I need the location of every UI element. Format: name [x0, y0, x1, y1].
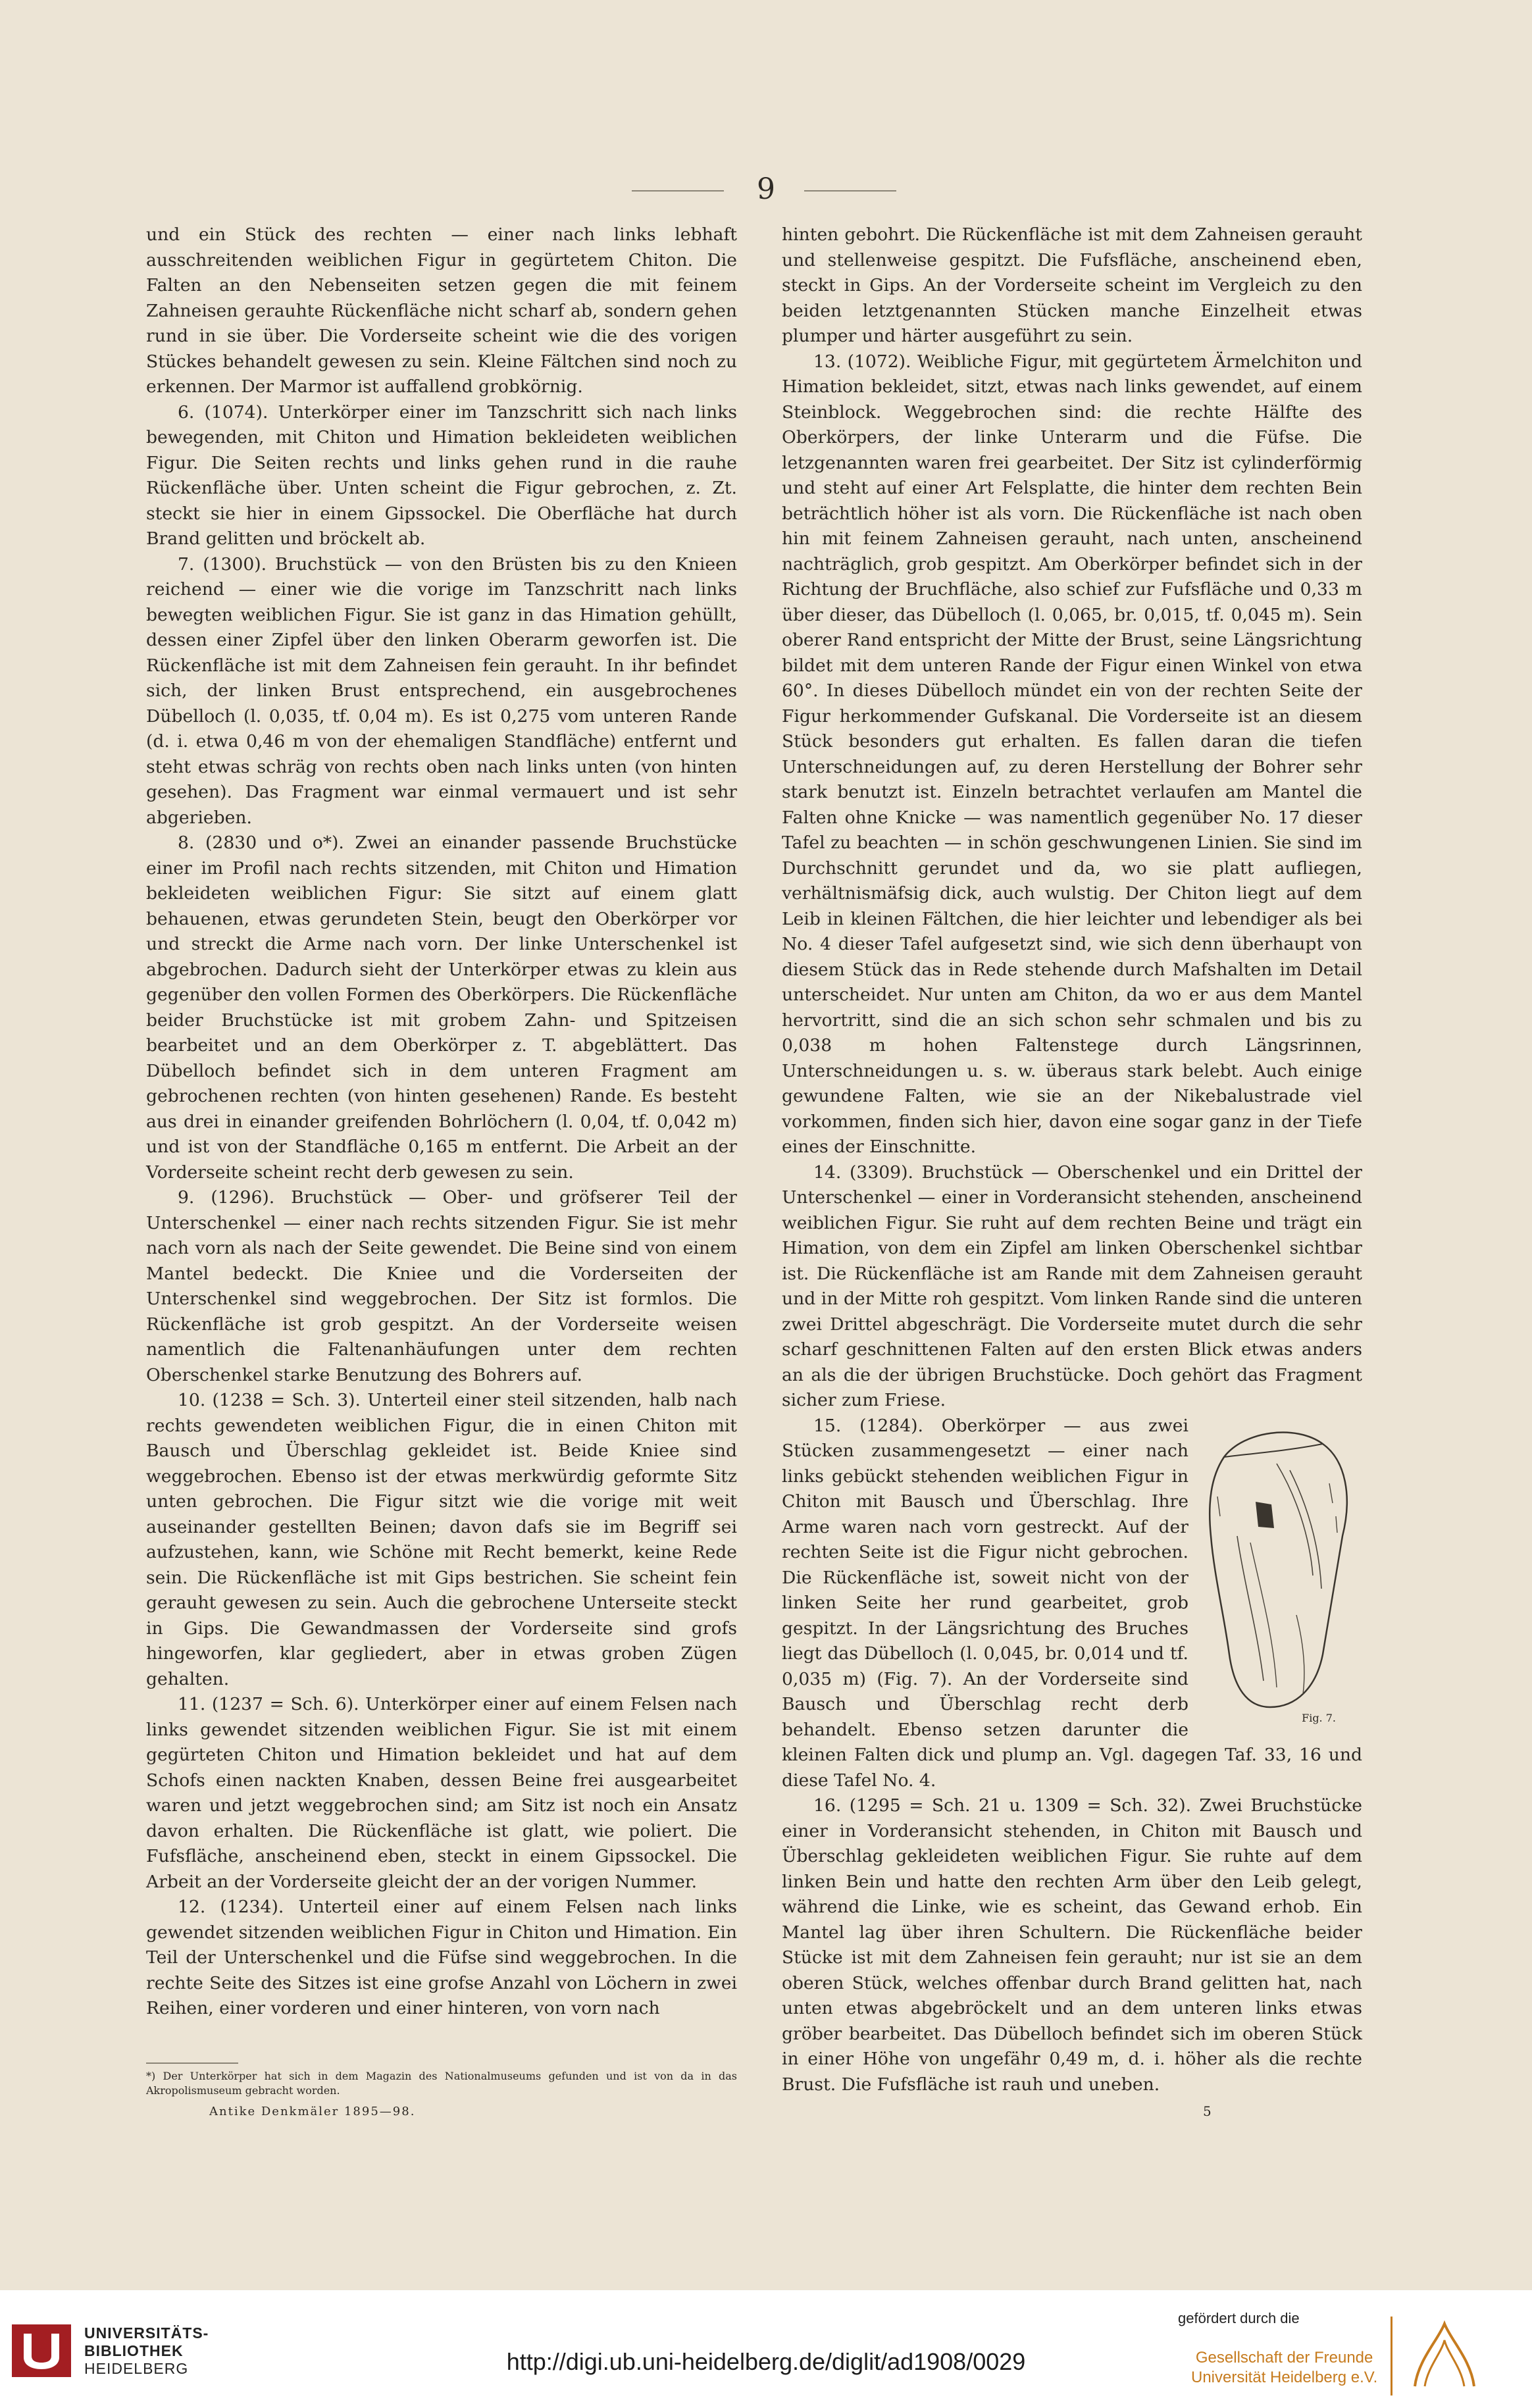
society-line: Universität Heidelberg e.V. [1191, 2369, 1378, 2386]
source-url[interactable]: http://digi.ub.uni-heidelberg.de/diglit/ad1908/0029 [506, 2348, 1026, 2375]
paragraph: 7. (1300). Bruchstück — von den Brüsten bis zu den Knieen reichend — einer wie die vorige im Tanzschritt nach links bewegten weiblichen Figur. Sie ist ganz in das Himation gehüllt, dessen einer Zipfel über den linken Oberarm geworfen ist. Die Rückenfläche ist mit dem Zahneisen fein gerauht. In ihr befindet sich, der linken Brust entsprechend, ein ausgebrochenes Dübelloch (l. 0,035, tf. 0,04 m). Es ist 0,275 vom unteren Rande (d. i. etwa 0,46 m von der ehemaligen Standfläche) entfernt und steht etwas schräg von rechts oben nach links unten (von hinten gesehen). Das Fragment war einmal vermauert und ist sehr abgerieben. [146, 553, 737, 828]
fragment-sketch-icon [1198, 1418, 1362, 1733]
footer-signature: 5 [1203, 2103, 1212, 2119]
bottom-bar [0, 2290, 1532, 2408]
library-line: UNIVERSITÄTS- [84, 2324, 209, 2342]
paragraph: 11. (1237 = Sch. 6). Unterkörper einer auf einem Felsen nach links gewendet sitzenden weiblichen Figur. Sie ist mit einem gegürteten Chiton und Himation bekleidet und hat auf dem Schofs einen nackten Knaben, dessen Beine frei ausgearbeitet waren und jetzt weggebrochen sind; am Sitz ist noch ein Ansatz davon erhalten. Die Rückenfläche ist glatt, wie poliert. Die Fufsfläche, anscheinend eben, steckt in einem Gipssockel. Die Arbeit an der Vorderseite gleicht der an der vorigen Nummer. [146, 1694, 737, 1892]
paragraph: 10. (1238 = Sch. 3). Unterteil einer steil sitzenden, halb nach rechts gewendeten weiblichen Figur, die in einen Chiton mit Bausch und Überschlag gekleidet ist. Beide Kniee sind weggebrochen. Ebenso ist der etwas merkwürdig geformte Sitz unten gebrochen. Die Figur sitzt wie die vorige mit weit auseinander gestellten Beinen; davon dafs sie im Begriff sei aufzustehen, kann, wie Schöne mit Recht bemerkt, keine Rede sein. Die Rückenfläche ist mit Gips bestrichen. Sie scheint fein gerauht gewesen zu sein. Auch die gebrochene Unterseite steckt in Gips. Die Gewandmassen der Vorderseite sind grofs hingeworfen, klar gegliedert, aber in etwas groben Zügen gehalten. [146, 1390, 737, 1689]
paragraph: 6. (1074). Unterkörper einer im Tanzschritt sich nach links bewegenden, mit Chiton und Himation bekleideten weiblichen Figur. Die Seiten rechts und links gehen rund in die rauhe Rückenfläche über. Unten scheint die Figur gebrochen, z. Zt. steckt sie hier in einem Gipssockel. Die Oberfläche hat durch Brand gelitten und bröckelt ab. [146, 401, 737, 549]
right-column [782, 222, 1362, 2097]
society-name [1191, 2348, 1377, 2388]
header-rule-right [804, 190, 896, 192]
library-line: BIBLIOTHEK [84, 2342, 184, 2359]
paragraph: 14. (3309). Bruchstück — Oberschenkel und ein Drittel der Unterschenkel — einer in Vorderansicht stehenden, anscheinend weiblichen Figur. Sie ruht auf dem rechten Beine und trägt ein Himation, von dem ein Zipfel am linken Oberschenkel sichtbar ist. Die Rückenfläche ist am Rande mit dem Zahneisen gerauht und in der Mitte roh gespitzt. Vom linken Rande sind die unteren zwei Drittel abgeschrägt. Die Vorderseite mutet durch die sehr scharf geschnittenen Falten auf den ersten Blick etwas anders an als die der übrigen Bruchstücke. Doch gehört das Fragment sicher zum Friese. [782, 1162, 1362, 1410]
figure-7 [1198, 1418, 1362, 1740]
footnote: *) Der Unterkörper hat sich in dem Magazin des Nationalmuseums gefunden und ist von da in das Akropolismuseum gebracht worden. [146, 2070, 737, 2097]
paragraph: 8. (2830 und o*). Zwei an einander passende Bruchstücke einer im Profil nach rechts sitzenden, mit Chiton und Himation bekleideten weiblichen Figur: Sie sitzt auf einem glatt behauenen, etwas gerundeten Stein, beugt den Oberkörper vor und streckt die Arme nach vorn. Der linke Unterschenkel ist abgebrochen. Dadurch sieht der Unterkörper etwas zu klein aus gegenüber den vollen Formen des Oberkörpers. Die Rückenfläche beider Bruchstücke ist mit grobem Zahn- und Spitzeisen bearbeitet und an dem Oberkörper z. T. abgeblättert. Das Dübelloch befindet sich in dem unteren Fragment am gebrochenen rechten (von hinten gesehenen) Rande. Es besteht aus drei in einander greifenden Bohrlöchern (l. 0,04, tf. 0,042 m) und ist von der Standfläche 0,165 m entfernt. Die Arbeit an der Vorderseite scheint recht derb gewesen zu sein. [146, 833, 737, 1183]
society-line: Gesellschaft der Freunde [1195, 2349, 1373, 2367]
figure-caption: Fig. 7. [1302, 1711, 1336, 1724]
footnote-rule [146, 2062, 238, 2064]
footer-series-title: Antike Denkmäler 1895—98. [209, 2105, 416, 2118]
left-column [146, 222, 737, 2022]
funded-by-label: gefördert durch die [1178, 2310, 1300, 2326]
paragraph: 12. (1234). Unterteil einer auf einem Felsen nach links gewendet sitzenden weiblichen Figur in Chiton und Himation. Ein Teil der Unterschenkel und die Füfse sind weggebrochen. In die rechte Seite des Sitzes ist eine grofse Anzahl von Löchern in zwei Reihen, einer vorderen und einer hinteren, von vorn nach [146, 1897, 737, 2018]
page-number: 9 [757, 172, 775, 206]
paragraph: und ein Stück des rechten — einer nach links lebhaft ausschreitenden weiblichen Figur in gegürtetem Chiton. Die Falten an den Nebenseiten setzen gegen die mit feinem Zahneisen gerauhte Rückenfläche nicht scharf ab, sondern gehen rund in sie über. Die Vorderseite scheint wie die des vorigen Stückes behandelt gewesen zu sein. Kleine Fältchen sind noch zu erkennen. Der Marmor ist auffallend grobkörnig. [146, 224, 737, 397]
paragraph: 9. (1296). Bruchstück — Ober- und gröfserer Teil der Unterschenkel — einer nach rechts sitzenden Figur. Sie ist mehr nach vorn als nach der Seite gewendet. Die Beine sind von einem Mantel bedeckt. Die Kniee und die Vorderseiten der Unterschenkel sind weggebrochen. Der Sitz ist formlos. Die Rückenfläche ist grob gespitzt. An der Vorderseite weisen namentlich die Faltenanhäufungen unter dem rechten Oberschenkel starke Benutzung des Bohrers auf. [146, 1187, 737, 1385]
paragraph: 16. (1295 = Sch. 21 u. 1309 = Sch. 32). Zwei Bruchstücke einer in Vorderansicht stehenden, in Chiton mit Bausch und Überschlag gekleideten weiblichen Figur. Sie ruhte auf dem linken Bein und hatte den rechten Arm über den Leib gelegt, während die Linke, wie es scheint, das Gewand erhob. Ein Mantel lag über ihren Schultern. Die Rückenfläche beider Stücke ist mit dem Zahneisen fein gerauht; nur ist sie an dem oberen Stück, welches offenbar durch Brand gelitten hat, nach unten etwas abgebröckelt und an dem unteren links etwas gröber bearbeitet. Das Dübelloch befindet sich im oberen Stück in einer Höhe von ungefähr 0,49 m, d. i. höher als die rechte Brust. Die Fufsfläche ist rauh und uneben. [782, 1795, 1362, 2095]
figure-block [782, 1414, 1362, 1794]
paragraph: hinten gebohrt. Die Rückenfläche ist mit dem Zahneisen gerauht und stellenweise gespitzt. Die Fufsfläche, anscheinend eben, steckt in Gips. An der Vorderseite scheint im Vergleich zu den beiden letztgenannten Stücken manche Einzelheit etwas plumper und härter ausgeführt zu sein. [782, 224, 1362, 346]
society-logo-icon [1402, 2314, 1487, 2393]
library-line: HEIDELBERG [84, 2360, 189, 2377]
paragraph: 15. (1284). Oberkörper — aus zwei Stücken zusammengesetzt — einer nach links gebückt stehenden weiblichen Figur in Chiton mit Bausch und Überschlag. Ihre Arme waren nach vorn gestreckt. Auf der rechten Seite ist die Figur nicht gebrochen. Die Rückenfläche ist, soweit nicht von der linken Seite her rund gearbeitet, grob gespitzt. In der Längsrichtung des Bruches liegt das Dübelloch (l. 0,045, br. 0,014 und tf. 0,035 m) (Fig. 7). An der Vorderseite sind Bausch und Überschlag recht derb behandelt. Ebenso setzen darunter die kleinen Falten dick und plump an. Vgl. dagegen Taf. 33, 16 und diese Tafel No. 4. [782, 1415, 1362, 1791]
paragraph: 13. (1072). Weibliche Figur, mit gegürtetem Ärmelchiton und Himation bekleidet, sitzt, etwas nach links gewendet, auf einem Steinblock. Weggebrochen sind: die rechte Hälfte des Oberkörpers, der linke Unterarm und die Füfse. Die letzgenannten waren frei gearbeitet. Der Sitz ist cylinderförmig und steht auf einer Art Felsplatte, die hinter dem rechten Bein beträchtlich höher ist als vorn. Die Rückenfläche ist nach oben hin mit feinem Zahneisen gerauht, nach unten, anscheinend nachträglich, grob gespitzt. Am Oberkörper befindet sich in der Richtung der Bruchfläche, also schief zur Fufsfläche und 0,33 m über dieser, das Dübelloch (l. 0,065, br. 0,015, tf. 0,045 m). Sein oberer Rand entspricht der Mitte der Brust, seine Längsrichtung bildet mit dem unteren Rande der Figur einen Winkel von etwa 60°. In dieses Dübelloch mündet ein von der rechten Seite der Figur herkommender Gufskanal. Die Vorderseite ist an diesem Stück besonders gut erhalten. Es fallen daran die tiefen Unterschneidungen auf, zu deren Herstellung der Bohrer sehr stark benutzt ist. Einzeln betrachtet verlaufen am Mantel die Falten ohne Knicke — was namentlich gegenüber No. 17 dieser Tafel zu beachten — in schön geschwungenen Linien. Sie sind im Durchschnitt gerundet und da, wo sie platt aufliegen, verhältnismäfsig dick, auch wulstig. Der Chiton liegt auf dem Leib in kleinen Fältchen, die hier leichter und lebendiger als bei No. 4 dieser Tafel aufgesetzt sind, wie sich denn überhaupt von diesem Stück das in Rede stehende durch Mafshalten im Detail unterscheidet. Nur unten am Chiton, da wo er aus dem Mantel hervortritt, sind die an sich schon sehr schmalen und bis zu 0,038 m hohen Faltenstege durch Längsrinnen, Unterschneidungen u. s. w. überaus stark belebt. Auch einige gewundene Falten, wie sie an der Nikebalustrade viel vorkommen, finden sich hier, davon eine sogar ganz in der Tiefe eines der Einschnitte. [782, 351, 1362, 1157]
society-divider [1391, 2317, 1392, 2395]
